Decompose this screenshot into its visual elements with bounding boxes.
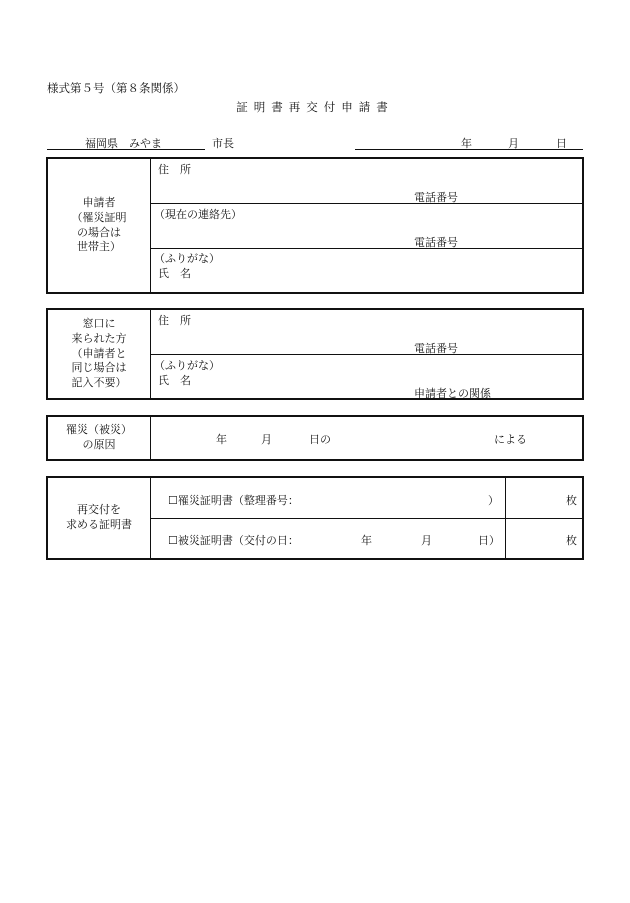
damage-cert-year-label: 年 (361, 534, 372, 547)
visitor-phone-label: 電話番号 (414, 342, 458, 355)
divider (505, 478, 506, 558)
form-number: 様式第５号（第８条関係） (47, 81, 185, 95)
certificates-label: 再交付を 求める証明書 (48, 478, 151, 558)
applicant-section (46, 157, 584, 294)
damage-cert-checkbox[interactable]: ☐被災証明書（交付の日： (168, 534, 299, 547)
cause-year-label: 年 (216, 433, 227, 446)
damage-cert-month-label: 月 (421, 534, 432, 547)
applicant-name-label: 氏 名 (158, 267, 191, 280)
applicant-current-contact-label: （現在の連絡先） (154, 208, 242, 221)
addressee-mayor: 市長 (212, 137, 234, 150)
divider (150, 354, 582, 355)
divider (150, 203, 582, 204)
applicant-contact-phone-label: 電話番号 (414, 236, 458, 249)
visitor-furigana-label: （ふりがな） (154, 359, 220, 372)
date-day-label: 日 (556, 137, 567, 150)
divider (150, 518, 582, 519)
applicant-label: 申請者 （罹災証明 の場合は 世帯主） (48, 159, 151, 292)
cause-label: 罹災（被災） の原因 (48, 417, 151, 459)
disaster-cert-checkbox[interactable]: ☐罹災証明書（整理番号： (168, 494, 299, 507)
cause-by-label: による (494, 433, 527, 446)
visitor-section (46, 308, 584, 400)
disaster-cert-count-unit: 枚 (566, 494, 577, 507)
applicant-address-label: 住 所 (158, 163, 191, 176)
certificates-section (46, 476, 584, 560)
applicant-furigana-label: （ふりがな） (154, 252, 220, 265)
cause-day-label: 日の (309, 433, 331, 446)
visitor-label: 窓口に 来られた方 （申請者と 同じ場合は 記入不要） (48, 310, 151, 398)
document-title: 証明書再交付申請書 (236, 100, 394, 114)
visitor-address-label: 住 所 (158, 314, 191, 327)
visitor-name-label: 氏 名 (158, 374, 191, 387)
damage-cert-count-unit: 枚 (566, 534, 577, 547)
divider (150, 248, 582, 249)
cause-month-label: 月 (261, 433, 272, 446)
cause-section (46, 415, 584, 461)
addressee-field[interactable] (47, 135, 205, 150)
application-date-field[interactable] (355, 135, 583, 150)
damage-cert-day-label: 日） (478, 534, 500, 547)
visitor-relation-label: 申請者との関係 (414, 387, 491, 400)
applicant-phone-label: 電話番号 (414, 191, 458, 204)
disaster-cert-close-paren: ） (488, 494, 499, 507)
date-month-label: 月 (508, 137, 519, 150)
date-year-label: 年 (461, 137, 472, 150)
addressee-city: 福岡県 みやま (85, 137, 162, 150)
